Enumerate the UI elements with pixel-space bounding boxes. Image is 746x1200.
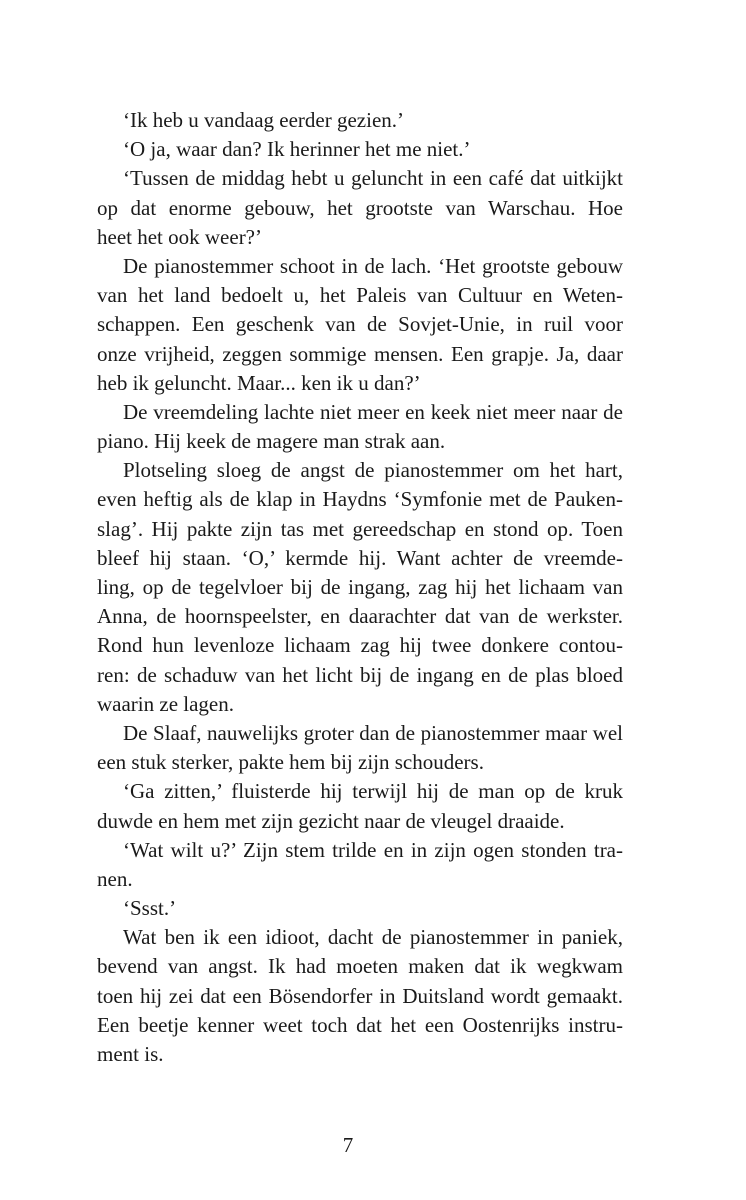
text-line: toen hij zei dat een Bösendorfer in Duitsland wordt gemaakt. (97, 983, 623, 1008)
text-line: ‘Tussen de middag hebt u geluncht in een café dat uitkijkt (123, 166, 623, 191)
page-number (0, 1133, 746, 1158)
text-line: op dat enorme gebouw, het grootste van Warschau. Hoe (97, 195, 623, 220)
text-line: een stuk sterker, pakte hem bij zijn schouders. (97, 750, 484, 775)
text-line: piano. Hij keek de magere man strak aan. (97, 429, 446, 454)
text-line: ‘Ga zitten,’ fluisterde hij terwijl hij de man op de kruk (123, 779, 623, 804)
text-line: van het land bedoelt u, het Paleis van Cultuur en Weten- (97, 283, 623, 308)
text-line: ‘Ik heb u vandaag eerder gezien.’ (123, 108, 405, 132)
text-line: onze vrijheid, zeggen sommige mensen. Een grapje. Ja, daar (97, 341, 623, 366)
text-line: Plotseling sloeg de angst de pianostemmer om het hart, (123, 458, 623, 483)
text-line: ‘Ssst.’ (123, 896, 177, 921)
text-line: heet het ook weer?’ (97, 224, 262, 249)
text-line: ‘Wat wilt u?’ Zijn stem trilde en in zijn ogen stonden tra- (123, 837, 623, 862)
text-line: De pianostemmer schoot in de lach. ‘Het grootste gebouw (123, 253, 623, 278)
text-line: bevend van angst. Ik had moeten maken dat ik wegkwam (97, 954, 623, 979)
text-line: De vreemdeling lachte niet meer en keek niet meer naar de (123, 399, 623, 424)
text-line: bleef hij staan. ‘O,’ kermde hij. Want achter de vreemde- (97, 545, 623, 570)
text-line: ren: de schaduw van het licht bij de ingang en de plas bloed (97, 662, 623, 687)
text-line: nen. (97, 866, 133, 891)
text-line: ‘O ja, waar dan? Ik herinner het me niet.’ (123, 137, 471, 162)
text-line: Anna, de hoornspeelster, en daarachter dat van de werkster. (97, 604, 623, 629)
text-line: Rond hun levenloze lichaam zag hij twee donkere contou- (97, 633, 623, 658)
body-text (97, 106, 623, 1069)
text-line: schappen. Een geschenk van de Sovjet-Unie, in ruil voor (97, 312, 623, 337)
page-number-label: 7 (342, 1133, 354, 1157)
text-line: heb ik geluncht. Maar... ken ik u dan?’ (97, 370, 421, 395)
text-line: Een beetje kenner weet toch dat het een Oostenrijks instru- (97, 1012, 623, 1037)
text-line: ment is. (97, 1042, 164, 1066)
text-line: De Slaaf, nauwelijks groter dan de pianostemmer maar wel (123, 720, 623, 745)
text-line: ling, op de tegelvloer bij de ingang, zag hij het lichaam van (97, 575, 623, 599)
text-line: duwde en hem met zijn gezicht naar de vleugel draaide. (97, 808, 565, 833)
text-line: Wat ben ik een idioot, dacht de pianostemmer in paniek, (123, 925, 623, 950)
text-line: slag’. Hij pakte zijn tas met gereedschap en stond op. Toen (97, 516, 623, 541)
text-line: even heftig als de klap in Haydns ‘Symfonie met de Pauken- (97, 487, 623, 512)
text-line: waarin ze lagen. (97, 691, 235, 716)
